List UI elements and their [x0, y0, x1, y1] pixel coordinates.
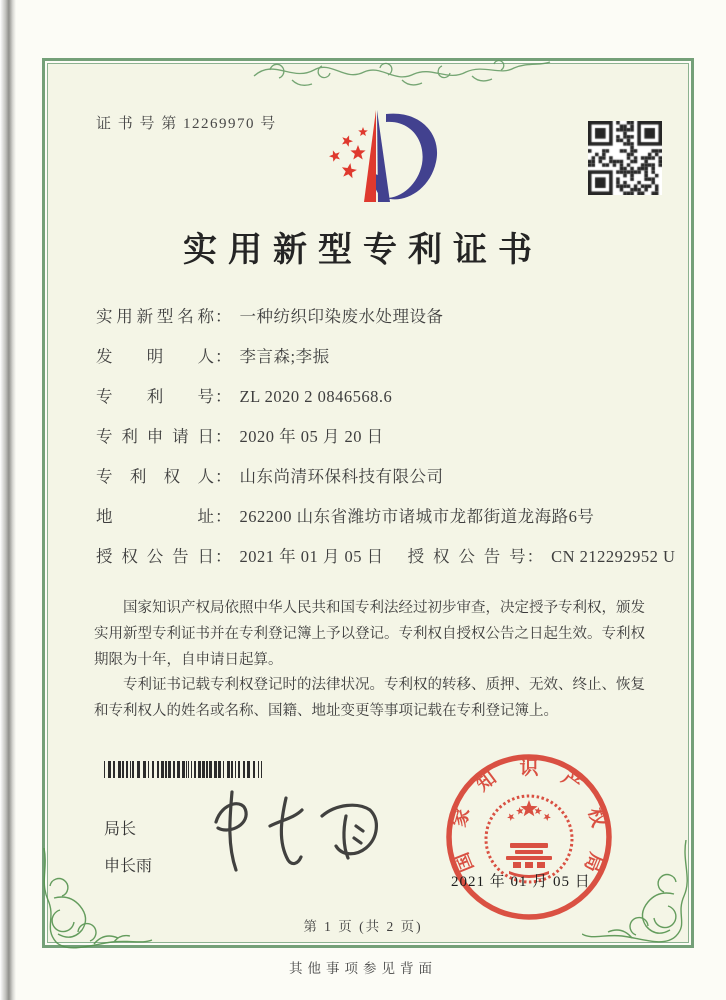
field-row-filing-date: [96, 423, 652, 447]
grant-number-group: [408, 543, 676, 567]
certificate-title: 实用新型专利证书: [183, 232, 543, 269]
field-colon: ：: [215, 347, 232, 366]
page-number: 第 1 页 (共 2 页): [303, 919, 423, 934]
field-colon: ：: [215, 387, 232, 406]
scan-page-edge: [0, 0, 16, 1000]
certificate-number: 证 书 号 第 12269970 号: [96, 116, 277, 132]
field-label: 地址: [96, 507, 214, 526]
field-label: 发明人: [96, 347, 214, 366]
qr-code-icon: [588, 121, 662, 195]
seal-char: 权: [583, 805, 609, 830]
field-colon: ：: [215, 307, 232, 326]
field-row-grant: [96, 543, 676, 567]
director-signature: [198, 786, 398, 878]
seal-date: 2021 年 01 月 05 日: [451, 874, 591, 890]
agency-seal: [443, 751, 615, 923]
field-colon: ：: [215, 427, 232, 446]
seal-char: 识: [519, 758, 539, 779]
seal-char: 产: [557, 767, 586, 796]
seal-char: 国: [451, 849, 479, 875]
field-colon: ：: [215, 547, 232, 566]
seal-char: 知: [472, 767, 501, 796]
field-label: 授权公告号: [407, 547, 526, 566]
director-block: [104, 816, 152, 876]
barcode-icon: [104, 761, 262, 778]
field-label: 授权公告日: [96, 547, 214, 566]
director-name: 申长雨: [104, 858, 153, 875]
field-row-inventor: [96, 343, 652, 367]
grant-date-value: 2021 年 01 月 05 日: [239, 547, 384, 566]
patent-number-value: ZL 2020 2 0846568.6: [239, 387, 393, 406]
legal-text: [94, 596, 648, 725]
legal-paragraph-1: 国家知识产权局依照中华人民共和国专利法经过初步审查，决定授予专利权，颁发实用新型专利证书并在专利登记簿上予以登记。专利权自授权公告之日起生效。专利权期限为十年，自申请日起算。: [94, 600, 645, 668]
field-label: 专利号: [96, 387, 214, 406]
field-label: 专利申请日: [96, 427, 214, 446]
cnipa-logo-icon: [306, 106, 450, 210]
field-colon: ：: [215, 507, 232, 526]
filing-date-value: 2020 年 05 月 20 日: [239, 427, 384, 446]
patentee-value: 山东尚清环保科技有限公司: [239, 467, 444, 486]
utility-model-name-value: 一种纺织印染废水处理设备: [239, 307, 444, 326]
seal-char: 局: [579, 849, 607, 875]
legal-paragraph-2: 专利证书记载专利权登记时的法律状况。专利权的转移、质押、无效、终止、恢复和专利权人的姓名或名称、国籍、地址变更等事项记载在专利登记簿上。: [94, 677, 645, 720]
field-row-utility-model-name: [96, 303, 652, 327]
field-label: 专利权人: [96, 467, 214, 486]
field-row-address: [96, 503, 652, 527]
address-value: 262200 山东省潍坊市诸城市龙都街道龙海路6号: [239, 507, 595, 526]
grant-number-value: CN 212292952 U: [551, 547, 676, 566]
inventor-value: 李言森;李振: [239, 347, 330, 366]
field-colon: ：: [526, 547, 544, 566]
footer-note: 其他事项参见背面: [289, 961, 437, 976]
field-label: 实用新型名称: [96, 307, 214, 326]
seal-char: 家: [449, 805, 475, 830]
border-flourish-top-icon: [252, 36, 552, 98]
director-title: 局长: [104, 821, 137, 838]
field-colon: ：: [215, 467, 232, 486]
field-row-patentee: [96, 463, 652, 487]
field-row-patent-number: [96, 383, 652, 407]
certificate-fields: [96, 303, 676, 583]
